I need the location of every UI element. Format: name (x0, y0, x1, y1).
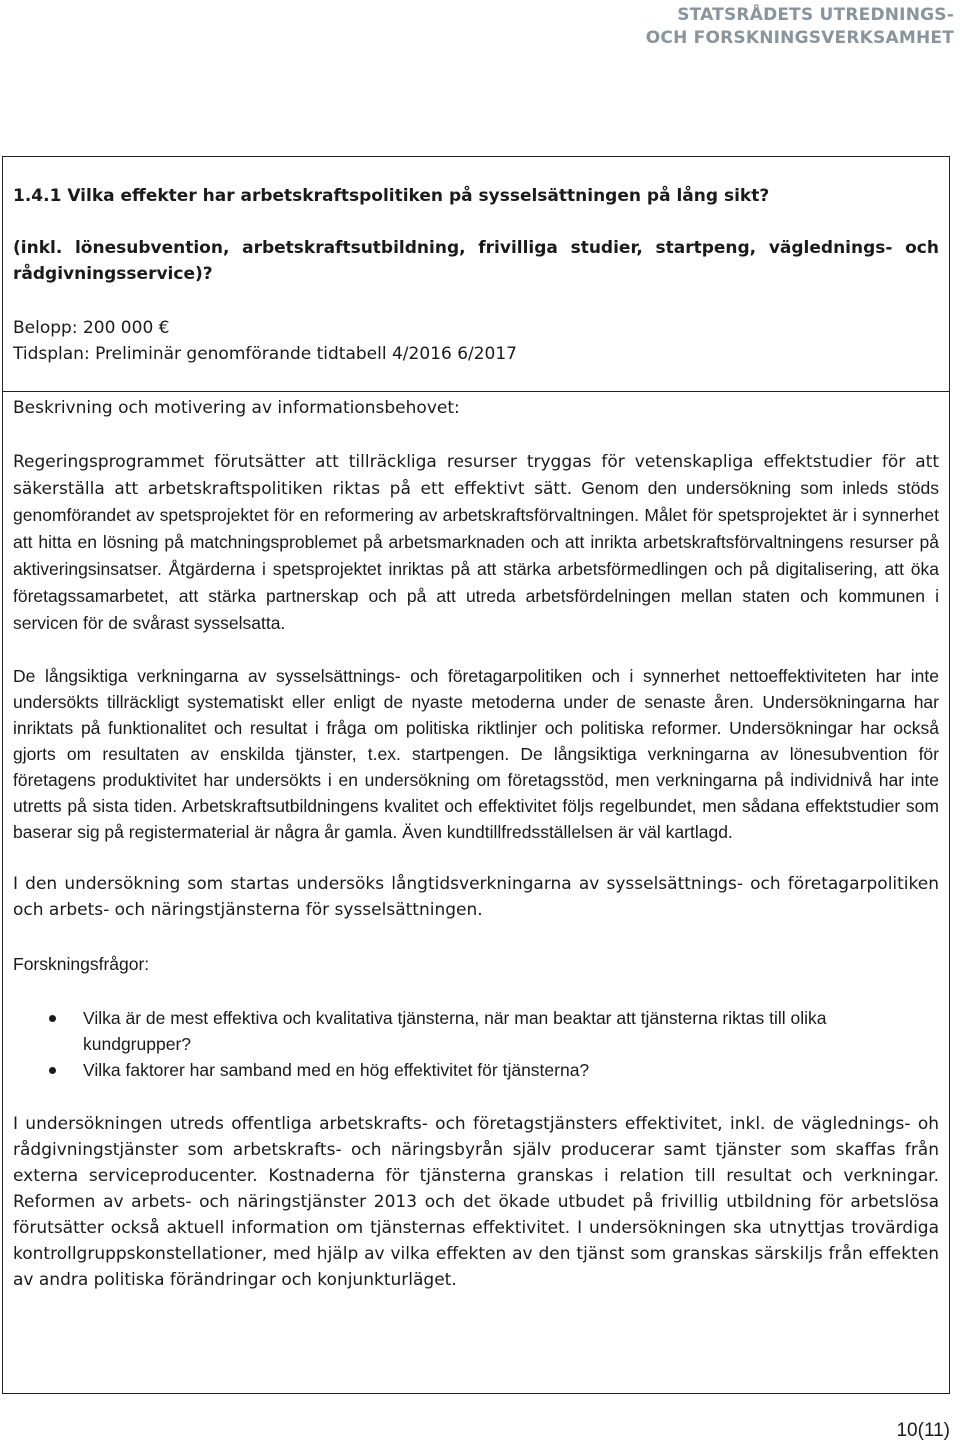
question-text: Vilka faktorer har samband med en hög effektivitet för tjänsterna? (83, 1060, 590, 1080)
questions-list (13, 1005, 939, 1083)
description-heading: Beskrivning och motivering av informationsbehovet: (13, 398, 460, 418)
organization-name-line-2: OCH FORSKNINGSVERKSAMHET (645, 28, 954, 48)
section-content (13, 183, 939, 1293)
question-text: Vilka är de mest effektiva och kvalitativa tjänsterna, när man beaktar att tjänsterna riktas till olika kundgrupper? (83, 1008, 827, 1054)
organization-name-line-1: STATSRÅDETS UTREDNINGS- (677, 5, 954, 25)
section-subtitle: (inkl. lönesubvention, arbetskraftsutbildning, frivilliga studier, startpeng, väglednings- och rådgivningsservice)? (13, 238, 939, 284)
bullet-icon (49, 1067, 56, 1074)
page-number: 10(11) (896, 1420, 950, 1441)
list-item (13, 1057, 939, 1083)
section-title: 1.4.1 Vilka effekter har arbetskraftspolitiken på sysselsättningen på lång sikt? (13, 186, 770, 206)
bullet-icon (49, 1015, 56, 1022)
list-item (13, 1005, 939, 1057)
organization-header (646, 4, 954, 50)
amount-line: Belopp: 200 000 € (13, 318, 170, 338)
paragraph-1-part-2: Genom den undersökning som inleds stöds genomförandet av spetsprojektet för en reformering av arbetskraftsförvaltningen. Målet för spetsprojektet är i synnerhet att hitta en lösning på matchningsproblemet på arbetsmarknaden och att inrikta arbetskraftsförvaltningens resurser på aktiveringsinsatser. Åtgärderna i spetsprojektet inriktas på att stärka arbetsförmedlingen och på digitalisering, att öka företagssamarbetet, att stärka partnerskap och på att utreda arbetsfördelningen mellan staten och kommunen i servicen för de svårast sysselsatta. (13, 478, 939, 633)
schedule-line: Tidsplan: Preliminär genomförande tidtabell 4/2016 6/2017 (13, 344, 517, 364)
paragraph-4: I undersökningen utreds offentliga arbetskrafts- och företagstjänsters effektivitet, inkl. de väglednings- oh rådgivningstjänster som arbetskrafts- och näringsbyrån själv producerar samt tjänster som skaffas från externa serviceproducenter. Kostnaderna för tjänsterna granskas i relation till resultat och verkningar. Reformen av arbets- och näringstjänster 2013 och det ökade utbudet på frivillig utbildning för arbetslösa förutsätter också aktuell information om tjänsternas effektivitet. I undersökningen ska utnyttjas trovärdiga kontrollgruppskonstellationer, med hjälp av vilka effekten av den tjänst som granskas särskiljs från effekten av andra politiska förändringar och konjunkturläget. (13, 1114, 939, 1290)
paragraph-1-part-1: Regeringsprogrammet förutsätter att tillräckliga resurser tryggas för vetenskapliga effektstudier för att säkerställa att arbetskraftspolitiken riktas på ett effektivt sätt. (13, 452, 939, 499)
paragraph-3: I den undersökning som startas undersöks långtidsverkningarna av sysselsättnings- och företagarpolitiken och arbets- och näringstjänsterna för sysselsättningen. (13, 874, 939, 920)
questions-heading: Forskningsfrågor: (13, 954, 150, 974)
paragraph-2: De långsiktiga verkningarna av sysselsättnings- och företagarpolitiken och i synnerhet nettoeffektiviteten har inte undersökts tillräckligt systematiskt eller enligt de nyaste metoderna under de senaste åren. Undersökningarna har inriktats på funktionalitet och resultat i fråga om politiska riktlinjer och politiska reformer. Undersökningar har också gjorts om resultaten av enskilda tjänster, t.ex. startpengen. De långsiktiga verkningarna av lönesubvention för företagens produktivitet har undersökts i en undersökning om företagsstöd, men verkningarna på individnivå har inte utretts på sista tiden. Arbetskraftsutbildningens kvalitet och effektivitet följs regelbundet, men sådana effektstudier som baserar sig på registermaterial är några år gamla. Även kundtillfredsställelsen är väl kartlagd. (13, 666, 939, 842)
paragraph-1 (13, 449, 939, 637)
